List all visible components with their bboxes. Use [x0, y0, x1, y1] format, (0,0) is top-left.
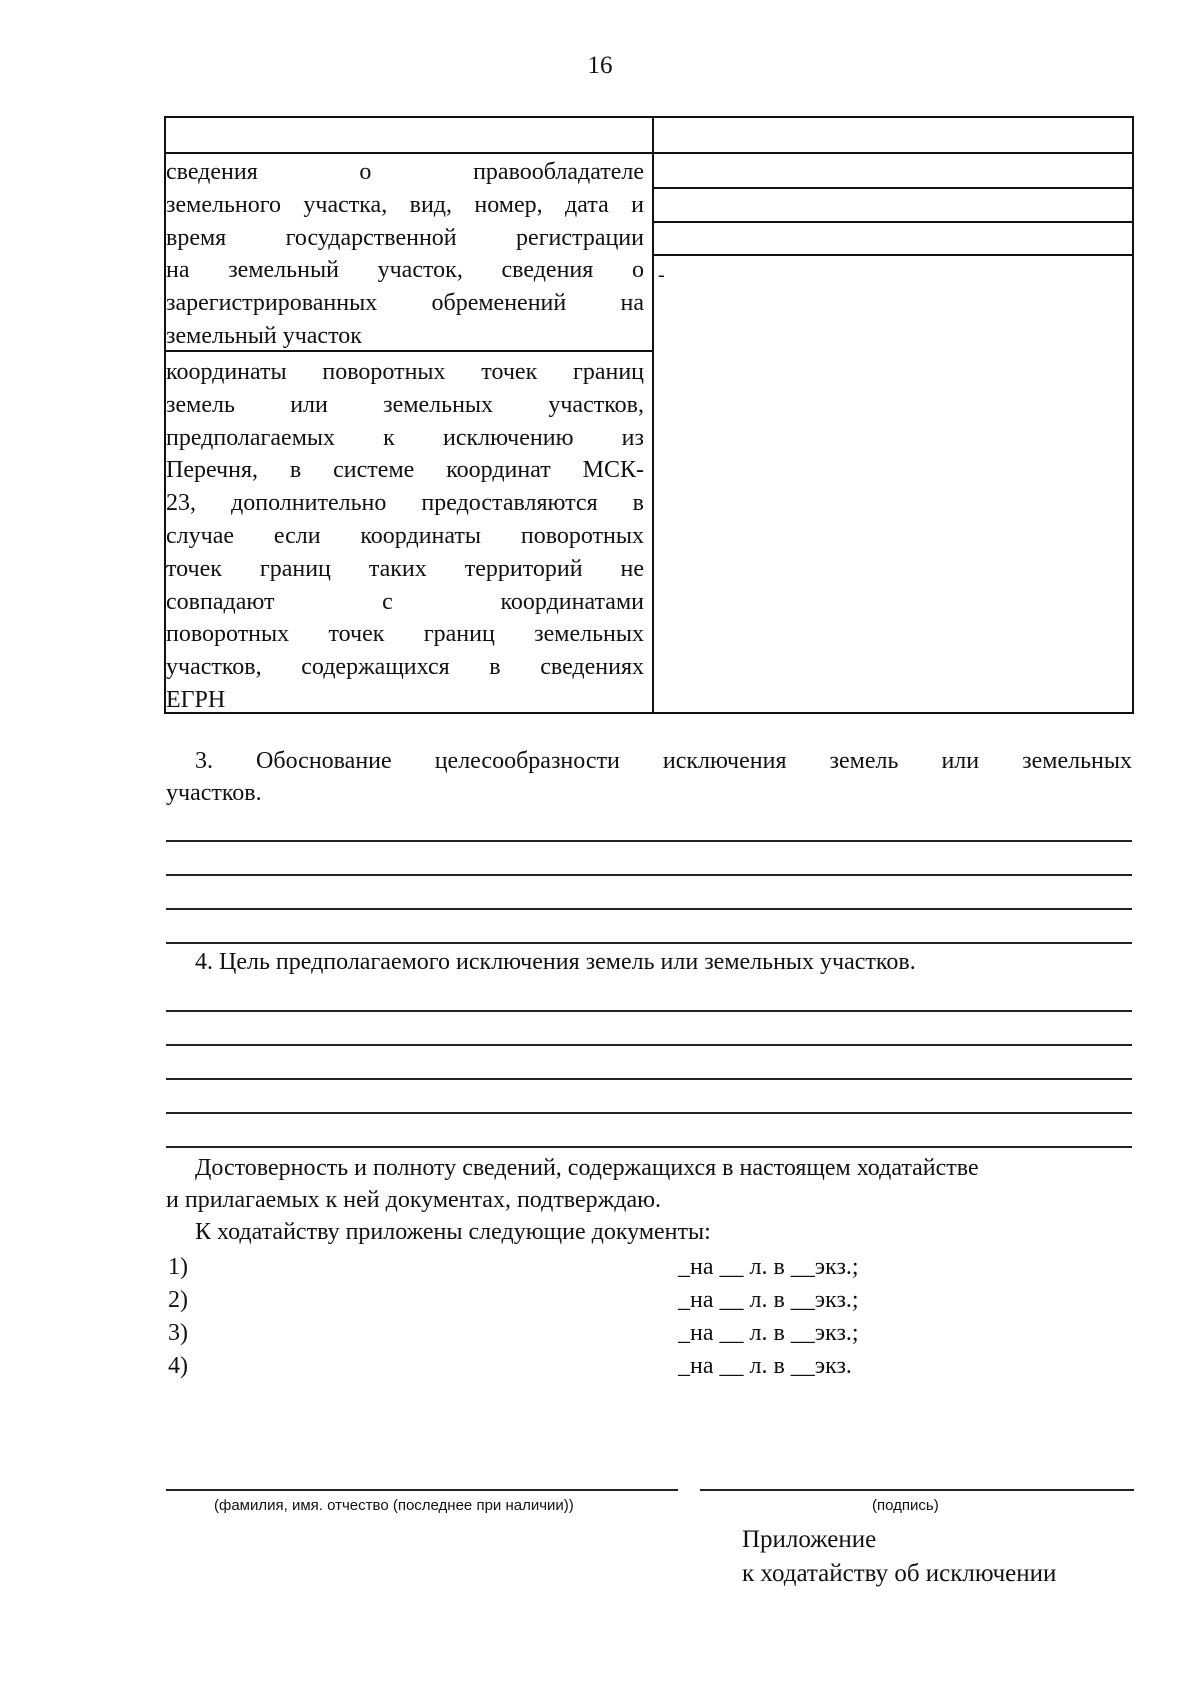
cell-line: ЕГРН — [166, 686, 226, 713]
cell-line: зарегистрированных обременений на — [166, 290, 644, 317]
document-number: 4) — [168, 1353, 188, 1379]
cell-line: время государственной регистрации — [166, 224, 644, 251]
cell-line: земель или земельных участков, — [166, 391, 644, 418]
cell-line: предполагаемых к исключению из — [166, 424, 644, 451]
info-table — [164, 116, 1134, 714]
name-caption: (фамилия, имя. отчество (последнее при наличии)) — [214, 1497, 574, 1514]
table-line — [654, 187, 1134, 189]
name-signature-line — [166, 1489, 678, 1491]
cell-line: земельного участка, вид, номер, дата и — [166, 191, 644, 218]
cell-line: координаты поворотных точек границ — [166, 359, 644, 385]
cell-line: Перечня, в системе координат МСК- — [166, 457, 644, 484]
table-cell-coordinates — [166, 356, 644, 717]
blank-line — [166, 908, 1132, 910]
table-line — [166, 152, 652, 154]
blank-line — [166, 840, 1132, 842]
document-number: 2) — [168, 1287, 188, 1313]
blank-line — [166, 942, 1132, 944]
section-4-heading: 4. Цель предполагаемого исключения земель или земельных участков. — [195, 949, 916, 975]
document-item — [168, 1287, 888, 1317]
cell-line: случае если координаты поворотных — [166, 522, 644, 549]
blank-line — [166, 1044, 1132, 1046]
document-number: 1) — [168, 1254, 188, 1280]
document-item — [168, 1254, 888, 1284]
blank-line — [166, 1146, 1132, 1148]
confirmation-line: Достоверность и полноту сведений, содержащихся в настоящем ходатайстве — [195, 1155, 979, 1181]
cell-dash: - — [658, 264, 665, 286]
cell-line: точек границ таких территорий не — [166, 555, 644, 582]
blank-line — [166, 1078, 1132, 1080]
document-pages: _на __ л. в __экз.; — [678, 1254, 859, 1280]
document-pages: _на __ л. в __экз.; — [678, 1287, 859, 1313]
attached-docs-title: К ходатайству приложены следующие документы: — [195, 1219, 711, 1245]
cell-line: сведения о правообладателе — [166, 159, 644, 185]
signature-line — [700, 1489, 1134, 1491]
blank-line — [166, 1112, 1132, 1114]
section-3-line: 3. Обоснование целесообразности исключения земель или земельных — [195, 748, 1132, 774]
column-divider — [652, 118, 654, 712]
page-number: 16 — [587, 52, 613, 79]
appendix-title: Приложение — [742, 1526, 877, 1553]
confirmation-text — [166, 1152, 1132, 1248]
cell-line: земельный участок — [166, 322, 362, 349]
document-number: 3) — [168, 1320, 188, 1346]
blank-line — [166, 1010, 1132, 1012]
cell-line: участков, содержащихся в сведениях — [166, 654, 644, 681]
table-cell-owner-info — [166, 156, 644, 353]
table-line — [654, 221, 1134, 223]
blank-line — [166, 874, 1132, 876]
document-item — [168, 1353, 888, 1383]
table-line — [654, 152, 1134, 154]
cell-line: на земельный участок, сведения о — [166, 257, 644, 284]
document-pages: _на __ л. в __экз.; — [678, 1320, 859, 1346]
cell-line: совпадают с координатами — [166, 588, 644, 615]
document-pages: _на __ л. в __экз. — [678, 1353, 852, 1379]
table-line — [654, 254, 1134, 256]
appendix-subtitle: к ходатайству об исключении — [742, 1560, 1057, 1587]
signature-caption: (подпись) — [872, 1497, 939, 1514]
document-item — [168, 1320, 888, 1350]
section-3-heading — [166, 745, 1132, 809]
section-3-line: участков. — [166, 780, 262, 806]
cell-line: поворотных точек границ земельных — [166, 621, 644, 648]
cell-line: 23, дополнительно предоставляются в — [166, 490, 644, 517]
confirmation-line: и прилагаемых к ней документах, подтверждаю. — [166, 1187, 662, 1213]
